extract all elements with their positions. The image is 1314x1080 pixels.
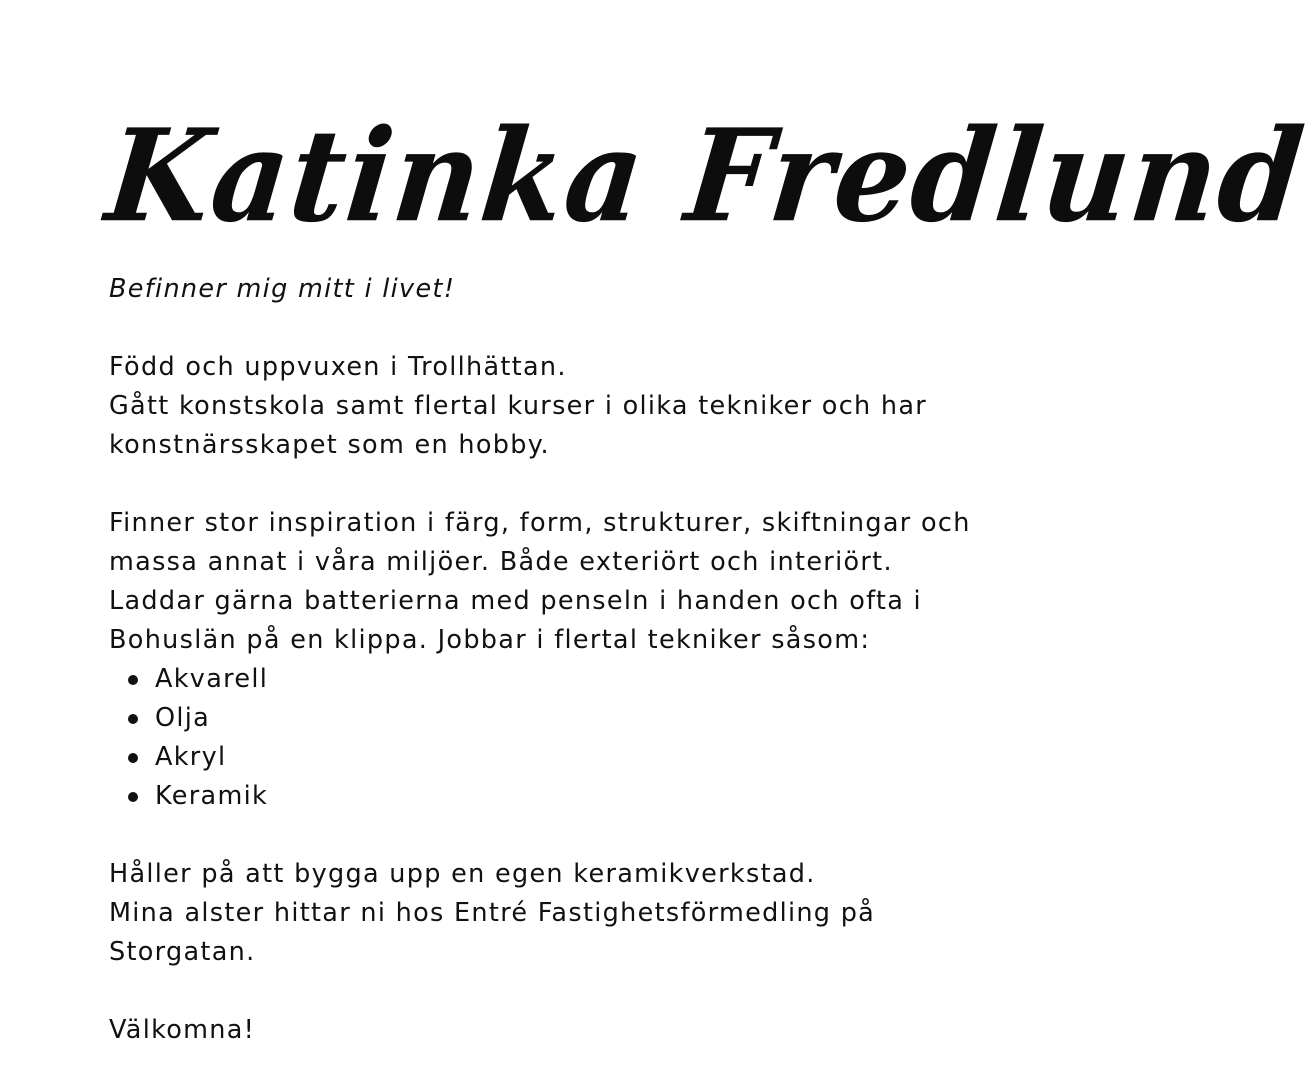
paragraph-spacer <box>109 972 1009 1011</box>
paragraph-spacer <box>109 465 1009 504</box>
list-item <box>155 738 1009 777</box>
list-item <box>155 660 1009 699</box>
intro-line-3: konstnärsskapet som en hobby. <box>109 430 550 460</box>
bullet-icon <box>128 753 138 763</box>
closing-line-3: Storgatan. <box>109 937 256 967</box>
bullet-icon <box>128 792 138 802</box>
intro-line-1: Född och uppvuxen i Trollhättan. <box>109 352 567 382</box>
technique-label: Akvarell <box>155 664 269 694</box>
bullet-icon <box>128 714 138 724</box>
artist-name-title: Katinka Fredlund <box>100 100 1312 251</box>
inspiration-line-4: Bohuslän på en klippa. Jobbar i flertal tekniker såsom: <box>109 625 871 655</box>
closing-line-1: Håller på att bygga upp en egen keramikverkstad. <box>109 859 816 889</box>
closing-line-2: Mina alster hittar ni hos Entré Fastighetsförmedling på <box>109 898 876 928</box>
bio-text <box>109 270 1009 1050</box>
list-item <box>155 699 1009 738</box>
technique-label: Akryl <box>155 742 227 772</box>
paragraph-spacer <box>109 816 1009 855</box>
inspiration-line-3: Laddar gärna batterierna med penseln i handen och ofta i <box>109 586 922 616</box>
bullet-icon <box>128 675 138 685</box>
technique-label: Olja <box>155 703 211 733</box>
paragraph-spacer <box>109 309 1009 348</box>
technique-label: Keramik <box>155 781 269 811</box>
welcome-text: Välkomna! <box>109 1015 256 1045</box>
list-item <box>155 777 1009 816</box>
techniques-list <box>109 660 1009 816</box>
intro-line-2: Gått konstskola samt flertal kurser i olika tekniker och har <box>109 391 928 421</box>
inspiration-line-1: Finner stor inspiration i färg, form, strukturer, skiftningar och <box>109 508 971 538</box>
inspiration-line-2: massa annat i våra miljöer. Både exteriört och interiört. <box>109 547 893 577</box>
tagline: Befinner mig mitt i livet! <box>109 274 456 304</box>
